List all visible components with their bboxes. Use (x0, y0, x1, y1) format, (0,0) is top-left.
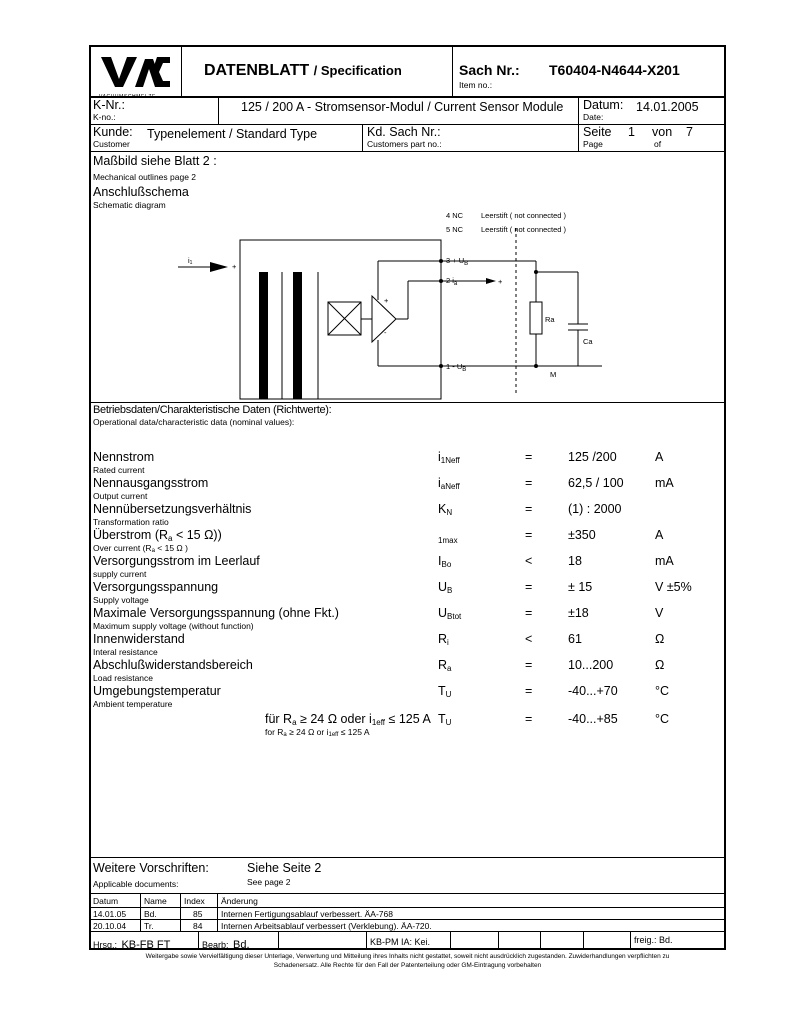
customer-part-label: Kd. Sach Nr.: (367, 125, 441, 139)
schematic-diagram (0, 0, 791, 420)
legal-notice (89, 952, 726, 970)
param-operator: < (525, 632, 533, 646)
pin3-label: $3 + U_B$ (446, 256, 469, 267)
param-symbol: $I_{Bo}$ (438, 554, 452, 569)
param-name-en: Over current (Ra < 15 Ω ) (93, 543, 188, 554)
change-name: Tr. (144, 921, 154, 931)
pin2-label: 2 $i_a$ (446, 276, 458, 287)
last-row-condition-en: for Ra ≥ 24 Ω or i1eff ≤ 125 A (265, 727, 370, 738)
customer-label: Kunde: (93, 125, 133, 139)
ca-label: Ca (583, 337, 593, 346)
param-unit: mA (655, 554, 674, 568)
change-text: Internen Arbeitsablauf verbessert (Verklebung). ÄA-720. (221, 921, 432, 931)
param-name-en: Transformation ratio (93, 517, 169, 527)
col-name: Name (144, 896, 167, 906)
param-name-de: Nennstrom (93, 450, 155, 464)
param-name-de: Abschlußwiderstandsbereich (93, 658, 253, 672)
kbpm-field: KB-PM IA: Kei. (370, 937, 431, 947)
param-symbol: $T_U$ (438, 684, 452, 699)
param-unit: mA (655, 476, 674, 490)
release-field: freig.: Bd. (634, 935, 673, 945)
date-label-en: Date: (583, 112, 604, 122)
change-index: 85 (193, 909, 203, 919)
param-symbol: 1max (438, 536, 458, 545)
legal-notice-line1: Weitergabe sowie Vervielfältigung dieser Unterlage, Verwertung und Mitteilung ihres Inhalts nicht gestattet, soweit nicht ausdrücklich zugestanden. Zuwiderhandlungen verpflichten zu (145, 953, 670, 960)
further-docs-en: Applicable documents: (93, 879, 179, 889)
param-value: 18 (568, 554, 582, 568)
param-value: (1) : 2000 (568, 502, 622, 516)
param-name-en: Output current (93, 491, 148, 501)
param-unit: V (655, 606, 664, 620)
param-name-de: Maximale Versorgungsspannung (ohne Fkt.) (93, 606, 339, 620)
item-label-en: Item no.: (459, 80, 493, 90)
param-name-de: Umgebungstemperatur (93, 684, 221, 698)
param-value: ± 15 (568, 580, 593, 594)
mechanical-outlines-en: Mechanical outlines page 2 (93, 172, 197, 182)
see-page-de: Siehe Seite 2 (247, 861, 322, 875)
mechanical-outlines-de: Maßbild siehe Blatt 2 : (93, 154, 217, 168)
param-name-en: Rated current (93, 465, 145, 475)
col-index: Index (184, 896, 205, 906)
param-unit: V ±5% (655, 580, 692, 594)
param-name-de: Versorgungsspannung (93, 580, 219, 594)
col-change: Änderung (221, 896, 258, 906)
last-row-operator: = (525, 712, 533, 726)
param-symbol: $R_i$ (438, 632, 449, 647)
param-operator: = (525, 502, 533, 516)
date-value: 14.01.2005 (636, 100, 699, 114)
param-value: ±18 (568, 606, 589, 620)
customer-value: Typenelement / Standard Type (147, 127, 318, 141)
param-value: ±350 (568, 528, 596, 542)
page-label-en: Page (583, 139, 603, 149)
schematic-en: Schematic diagram (93, 200, 166, 210)
page-label: Seite (583, 125, 612, 139)
date-label: Datum: (583, 98, 624, 112)
legal-notice-line2: Schadenersatz. Alle Rechte für den Fall der Patenterteilung oder GM-Eintragung vorbehalten (273, 962, 542, 969)
primary-current-label: i1 (188, 256, 193, 266)
operational-title-de: Betriebsdaten/Charakteristische Daten (Richtwerte): (93, 404, 332, 416)
change-index: 84 (193, 921, 203, 931)
param-operator: = (525, 684, 533, 698)
change-text: Internen Fertigungsablauf verbessert. ÄA-768 (221, 909, 393, 919)
param-name-en: Interal resistance (93, 647, 158, 657)
ra-label: Ra (545, 315, 555, 324)
amp-minus-sign: - (384, 328, 387, 337)
customer-label-en: Customer (93, 139, 130, 149)
param-operator: = (525, 606, 533, 620)
param-value: -40...+70 (568, 684, 618, 698)
last-row-symbol: $T_U$ (438, 712, 452, 727)
kno-label: K-Nr.: (93, 98, 125, 112)
param-unit: Ω (655, 632, 665, 646)
editor: Bearb: Bd. (202, 939, 250, 951)
page-title: DATENBLATT / Specification (204, 62, 402, 79)
change-date: 14.01.05 (93, 909, 127, 919)
product-name: 125 / 200 A - Stromsensor-Modul / Current Sensor Module (241, 100, 564, 114)
pin5-label: 5 NC (446, 225, 464, 234)
kno-label-en: K-no.: (93, 112, 116, 122)
param-symbol: $i_{aNeff}$ (438, 476, 460, 491)
param-unit: A (655, 528, 664, 542)
last-row-condition-de: für $R_a \ge 24$ Ω oder $i_{1eff} \le 125$ A (265, 712, 431, 727)
amp-plus-sign: + (384, 296, 389, 305)
param-name-de: Innenwiderstand (93, 632, 185, 646)
total-pages: 7 (686, 125, 693, 139)
schematic-de: Anschlußschema (93, 185, 189, 199)
param-name-en: supply current (93, 569, 147, 579)
change-date: 20.10.04 (93, 921, 127, 931)
param-operator: = (525, 658, 533, 672)
param-unit: °C (655, 684, 670, 698)
logo-subtext: VACUUMSCHMELZE (99, 94, 156, 100)
param-unit: Ω (655, 658, 665, 672)
param-name-en: Load resistance (93, 673, 154, 683)
param-value: 10...200 (568, 658, 614, 672)
pin5-description: Leerstift ( not connected ) (481, 225, 567, 234)
publisher: Hrsg.: KB-FB FT (93, 939, 171, 951)
pin4-label: 4 NC (446, 211, 464, 220)
customer-part-label-en: Customers part no.: (367, 139, 442, 149)
ground-m-label: M (550, 370, 557, 379)
change-name: Bd. (144, 909, 157, 919)
param-value: 62,5 / 100 (568, 476, 624, 490)
primary-plus-sign: + (232, 262, 237, 271)
output-plus-sign: + (498, 277, 503, 286)
param-value: 61 (568, 632, 582, 646)
param-symbol: $U_{Btot}$ (438, 606, 462, 621)
param-name-en: Maximum supply voltage (without function) (93, 621, 254, 631)
operational-title-en: Operational data/characteristic data (nominal values): (93, 417, 295, 427)
page-number: 1 (628, 125, 635, 139)
pin1-label: $1 - U_B$ (446, 362, 467, 373)
param-name-en: Ambient temperature (93, 699, 173, 709)
param-symbol: $K_N$ (438, 502, 453, 517)
param-name-de: Nennübersetzungsverhältnis (93, 502, 252, 516)
param-name-de: Versorgungsstrom im Leerlauf (93, 554, 260, 568)
param-symbol: $R_a$ (438, 658, 452, 673)
see-page-en: See page 2 (247, 877, 291, 887)
param-value: 125 /200 (568, 450, 617, 464)
param-operator: < (525, 554, 533, 568)
item-label: Sach Nr.: (459, 62, 520, 78)
param-unit: A (655, 450, 664, 464)
param-symbol: $i_{1Neff}$ (438, 450, 460, 465)
param-operator: = (525, 528, 533, 542)
last-row-value: -40...+85 (568, 712, 618, 726)
param-name-de: Nennausgangsstrom (93, 476, 209, 490)
of-label: von (652, 125, 673, 139)
param-operator: = (525, 476, 533, 490)
param-name-de: Überstrom ($R_a < 15$ Ω)) (93, 528, 222, 543)
last-row-unit: °C (655, 712, 670, 726)
param-name-en: Supply voltage (93, 595, 149, 605)
param-symbol: $U_B$ (438, 580, 453, 595)
of-label-en: of (654, 139, 662, 149)
pin4-description: Leerstift ( not connected ) (481, 211, 567, 220)
col-date: Datum (93, 896, 119, 906)
further-docs-de: Weitere Vorschriften: (93, 861, 209, 875)
param-operator: = (525, 580, 533, 594)
param-operator: = (525, 450, 533, 464)
item-number: T60404-N4644-X201 (549, 62, 680, 78)
